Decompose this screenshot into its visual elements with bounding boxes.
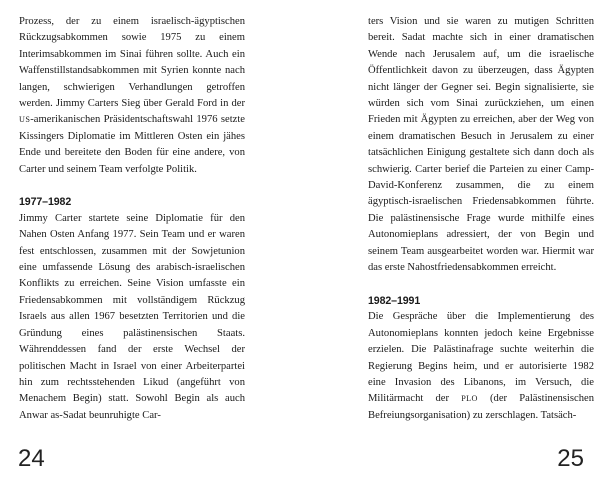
abbr-plo: PLO xyxy=(461,394,478,404)
section-heading-1982-1991: 1982–1991 xyxy=(368,294,421,307)
page-number-right: 25 xyxy=(557,445,584,472)
page-number-left: 24 xyxy=(18,445,45,472)
left-paragraph-1-text: Prozess, der zu einem israelisch-ägyptischen Rückzugsabkommen sowie 1975 zu einem Interimsabkommen im Sinai führen sollte. Auch ein Waffenstillstandsabkommen mit Syrien konnte nach langen, schwierigen Verhandlungen getroffen werden. Jimmy Carters Sieg über Gerald Ford in der xyxy=(19,16,245,110)
right-paragraph-2-text-end: (der Palästinensischen Befreiungsorganisation) zu zerschlagen. Tatsäch- xyxy=(368,393,594,421)
right-paragraph-2-text: Die Gespräche über die Implementierung des Autonomieplans konnten jedoch keine Ergebnisse erzielen. Die Palästinafrage suchte weiterhin die Regierung Begins heim, und er autorisierte 1982 eine Invasion des Libanons, im Versuch, die Militärmacht der xyxy=(368,311,594,405)
spacer xyxy=(368,277,594,293)
left-text-column xyxy=(19,14,245,424)
left-paragraph-1 xyxy=(19,14,245,178)
left-paragraph-2: Jimmy Carter startete seine Diplomatie für den Nahen Osten Anfang 1977. Sein Team und er waren fest entschlossen, zusammen mit der Sowjetunion eine umfassende Lösung des arabisch-israelischen Konflikts zu erreichen. Seine Vision umfasste ein Friedensabkommen mit vollständigem Rückzug Israels aus allen 1967 besetzten Territorien und die Gründung eines palästinensischen Staats. Währenddessen fand der erste Wechsel der politischen Macht in Israel von einer Arbeiterpartei hin zum rechtsstehenden Likud (angeführt von Menachem Begin) statt. Sowohl Begin als auch Anwar as-Sadat beunruhigte Car- xyxy=(19,212,245,421)
section-heading-1977-1982: 1977–1982 xyxy=(19,196,72,209)
spacer xyxy=(19,178,245,194)
right-text-column xyxy=(368,14,594,424)
right-page xyxy=(300,0,600,487)
left-paragraph-1-text-end: -amerikanischen Präsidentschaftswahl 1976 setzte Kissingers Diplomatie im Mittleren Osten ein jähes Ende und bereitete den Boden für eine andere, von Carter und seinem Team verfolgte Politik. xyxy=(19,114,245,175)
right-paragraph-2 xyxy=(368,309,594,424)
abbr-us: US xyxy=(19,115,31,125)
right-paragraph-1: ters Vision und sie waren zu mutigen Schritten bereit. Sadat machte sich in einer dramatischen Wende nach Jerusalem auf, um die israelische Öffentlichkeit davon zu überzeugen, dass Ägypten nicht länger der Gegner sei. Begin signalisierte, sie würden sich vom Sinai zurückziehen, um einen Frieden mit Ägypten zu erreichen, aber der Weg von einem dramatischen Besuch in Jerusalem zu einer tatsächlichen Einigung gestaltete sich dann doch als schwierig. Carter berief die Parteien zu einer Camp-David-Konferenz zusammen, die zu einem ägyptisch-israelischen Friedensabkommen führte. Die palästinensische Frage wurde mithilfe eines Autonomieplans adressiert, der von Begin und seinem Team ausgearbeitet worden war. Hiermit war das erste Nahostfriedensabkommen erreicht. xyxy=(368,16,594,274)
